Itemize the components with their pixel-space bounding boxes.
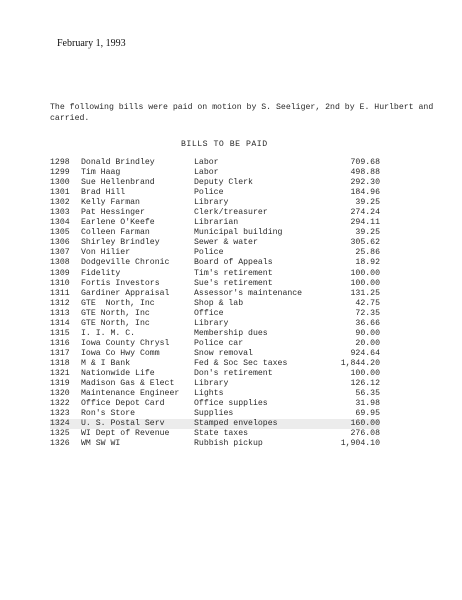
bill-row	[50, 269, 380, 279]
bill-row	[50, 419, 380, 429]
bill-number: 1312	[50, 298, 70, 308]
bill-number: 1306	[50, 238, 70, 248]
bill-row	[50, 238, 380, 248]
bill-amount: 126.12	[350, 379, 380, 389]
bill-description: Fed & Soc Sec taxes	[194, 358, 288, 368]
bill-payee: U. S. Postal Serv	[81, 419, 165, 429]
bill-description: Clerk/treasurer	[194, 208, 268, 218]
intro-paragraph: The following bills were paid on motion by S. Seeliger, 2nd by E. Hurlbert and carried.	[50, 103, 439, 123]
bill-row	[50, 339, 380, 349]
bill-number: 1325	[50, 429, 70, 439]
bill-row	[50, 439, 380, 449]
bill-payee: GTE North, Inc	[81, 298, 155, 308]
bill-amount: 498.88	[350, 168, 380, 178]
bill-row	[50, 309, 380, 319]
bill-number: 1321	[50, 368, 70, 378]
bill-amount: 69.95	[355, 409, 380, 419]
bill-payee: Ron's Store	[81, 409, 136, 419]
bill-payee: Von Hilier	[81, 248, 131, 258]
bill-payee: GTE North, Inc	[81, 318, 150, 328]
bill-description: Assessor's maintenance	[194, 288, 303, 298]
bill-payee: Nationwide Life	[81, 368, 155, 378]
bill-number: 1315	[50, 328, 70, 338]
bill-amount: 292.30	[350, 178, 380, 188]
bill-description: Police	[194, 188, 224, 198]
bill-description: Stamped envelopes	[194, 419, 278, 429]
bill-row	[50, 299, 380, 309]
bill-number: 1326	[50, 439, 70, 449]
bill-payee: Fortis Investors	[81, 278, 160, 288]
bill-row	[50, 399, 380, 409]
bill-description: Shop & lab	[194, 298, 244, 308]
bill-payee: Kelly Farman	[81, 198, 140, 208]
bill-amount: 25.86	[355, 248, 380, 258]
bill-row	[50, 258, 380, 268]
bill-description: Librarian	[194, 218, 239, 228]
bill-row	[50, 168, 380, 178]
bill-number: 1311	[50, 288, 70, 298]
bill-number: 1324	[50, 419, 70, 429]
bill-payee: Madison Gas & Elect	[81, 379, 175, 389]
bill-description: Library	[194, 379, 229, 389]
bill-payee: Pat Hessinger	[81, 208, 145, 218]
bill-amount: 709.68	[350, 158, 380, 167]
bill-description: Municipal building	[194, 228, 283, 238]
bill-number: 1320	[50, 389, 70, 399]
bill-payee: Gardiner Appraisal	[81, 288, 170, 298]
bill-row	[50, 248, 380, 258]
bill-number: 1322	[50, 399, 70, 409]
bill-amount: 1,904.10	[340, 439, 380, 449]
bill-payee: GTE North, Inc	[81, 308, 150, 318]
bill-description: Police	[194, 248, 224, 258]
bill-number: 1314	[50, 318, 70, 328]
bill-description: Labor	[194, 168, 219, 178]
bill-row	[50, 409, 380, 419]
bill-amount: 100.00	[350, 268, 380, 278]
bill-payee: Dodgeville Chronic	[81, 258, 170, 268]
bill-number: 1319	[50, 379, 70, 389]
bill-payee: Office Depot Card	[81, 399, 165, 409]
bill-payee: WM SW WI	[81, 439, 121, 449]
bill-number: 1301	[50, 188, 70, 198]
bill-amount: 160.00	[350, 419, 380, 429]
bill-amount: 305.62	[350, 238, 380, 248]
bill-row	[50, 429, 380, 439]
bill-description: Office	[194, 308, 224, 318]
bill-amount: 294.11	[350, 218, 380, 228]
bill-payee: Fidelity	[81, 268, 121, 278]
bill-description: Library	[194, 318, 229, 328]
bill-amount: 42.75	[355, 298, 380, 308]
bill-number: 1303	[50, 208, 70, 218]
bill-description: Don's retirement	[194, 368, 273, 378]
bill-payee: M & I Bank	[81, 358, 131, 368]
bill-amount: 39.25	[355, 228, 380, 238]
bill-number: 1304	[50, 218, 70, 228]
bill-row	[50, 198, 380, 208]
bill-amount: 1,844.20	[340, 358, 380, 368]
bill-number: 1305	[50, 228, 70, 238]
bill-amount: 90.00	[355, 328, 380, 338]
bill-amount: 18.92	[355, 258, 380, 268]
bill-number: 1308	[50, 258, 70, 268]
bill-amount: 72.35	[355, 308, 380, 318]
bill-payee: Brad Hill	[81, 188, 126, 198]
bill-description: Office supplies	[194, 399, 268, 409]
bill-payee: Tim Haag	[81, 168, 121, 178]
bill-amount: 184.96	[350, 188, 380, 198]
bill-row	[50, 228, 380, 238]
bill-number: 1318	[50, 358, 70, 368]
bill-amount: 39.25	[355, 198, 380, 208]
bill-number: 1307	[50, 248, 70, 258]
bill-payee: Colleen Farman	[81, 228, 150, 238]
bill-payee: Iowa County Chrysl	[81, 338, 170, 348]
bill-amount: 31.98	[355, 399, 380, 409]
bill-row	[50, 379, 380, 389]
bill-amount: 56.35	[355, 389, 380, 399]
bill-number: 1309	[50, 268, 70, 278]
section-heading: BILLS TO BE PAID	[181, 140, 268, 149]
bill-description: Lights	[194, 389, 224, 399]
bill-amount: 20.00	[355, 338, 380, 348]
bill-row	[50, 188, 380, 198]
bill-row	[50, 279, 380, 289]
bill-payee: Donald Brindley	[81, 158, 155, 167]
bill-row	[50, 369, 380, 379]
bill-payee: I. I. M. C.	[81, 328, 136, 338]
bill-number: 1300	[50, 178, 70, 188]
bill-row	[50, 319, 380, 329]
bill-payee: Maintenance Engineer	[81, 389, 180, 399]
bill-description: Board of Appeals	[194, 258, 273, 268]
bill-row	[50, 178, 380, 188]
bill-row	[50, 208, 380, 218]
bill-description: Sue's retirement	[194, 278, 273, 288]
bill-amount: 924.64	[350, 348, 380, 358]
bill-row	[50, 349, 380, 359]
bill-row	[50, 289, 380, 299]
bill-payee: Earlene O'Keefe	[81, 218, 155, 228]
document-date: February 1, 1993	[57, 38, 126, 49]
bill-description: Labor	[194, 158, 219, 167]
bill-row	[50, 158, 380, 168]
bill-description: Deputy Clerk	[194, 178, 253, 188]
bill-description: Rubbish pickup	[194, 439, 263, 449]
bill-description: State taxes	[194, 429, 249, 439]
bill-row	[50, 359, 380, 369]
bill-description: Tim's retirement	[194, 268, 273, 278]
bill-payee: Shirley Brindley	[81, 238, 160, 248]
bill-number: 1313	[50, 308, 70, 318]
bill-description: Membership dues	[194, 328, 268, 338]
bill-row	[50, 389, 380, 399]
bill-number: 1298	[50, 158, 70, 167]
bill-number: 1302	[50, 198, 70, 208]
bill-description: Library	[194, 198, 229, 208]
bills-table	[50, 158, 380, 449]
bill-description: Snow removal	[194, 348, 253, 358]
bill-amount: 36.66	[355, 318, 380, 328]
bill-number: 1310	[50, 278, 70, 288]
bill-number: 1323	[50, 409, 70, 419]
bill-amount: 131.25	[350, 288, 380, 298]
bill-description: Supplies	[194, 409, 234, 419]
bill-amount: 100.00	[350, 278, 380, 288]
bill-number: 1299	[50, 168, 70, 178]
bill-row	[50, 218, 380, 228]
bill-payee: Iowa Co Hwy Comm	[81, 348, 160, 358]
bill-description: Police car	[194, 338, 244, 348]
bill-payee: Sue Hellenbrand	[81, 178, 155, 188]
bill-amount: 276.08	[350, 429, 380, 439]
bill-description: Sewer & water	[194, 238, 258, 248]
bill-amount: 274.24	[350, 208, 380, 218]
bill-number: 1317	[50, 348, 70, 358]
bill-row	[50, 329, 380, 339]
bill-number: 1316	[50, 338, 70, 348]
bill-amount: 100.00	[350, 368, 380, 378]
bill-payee: WI Dept of Revenue	[81, 429, 170, 439]
